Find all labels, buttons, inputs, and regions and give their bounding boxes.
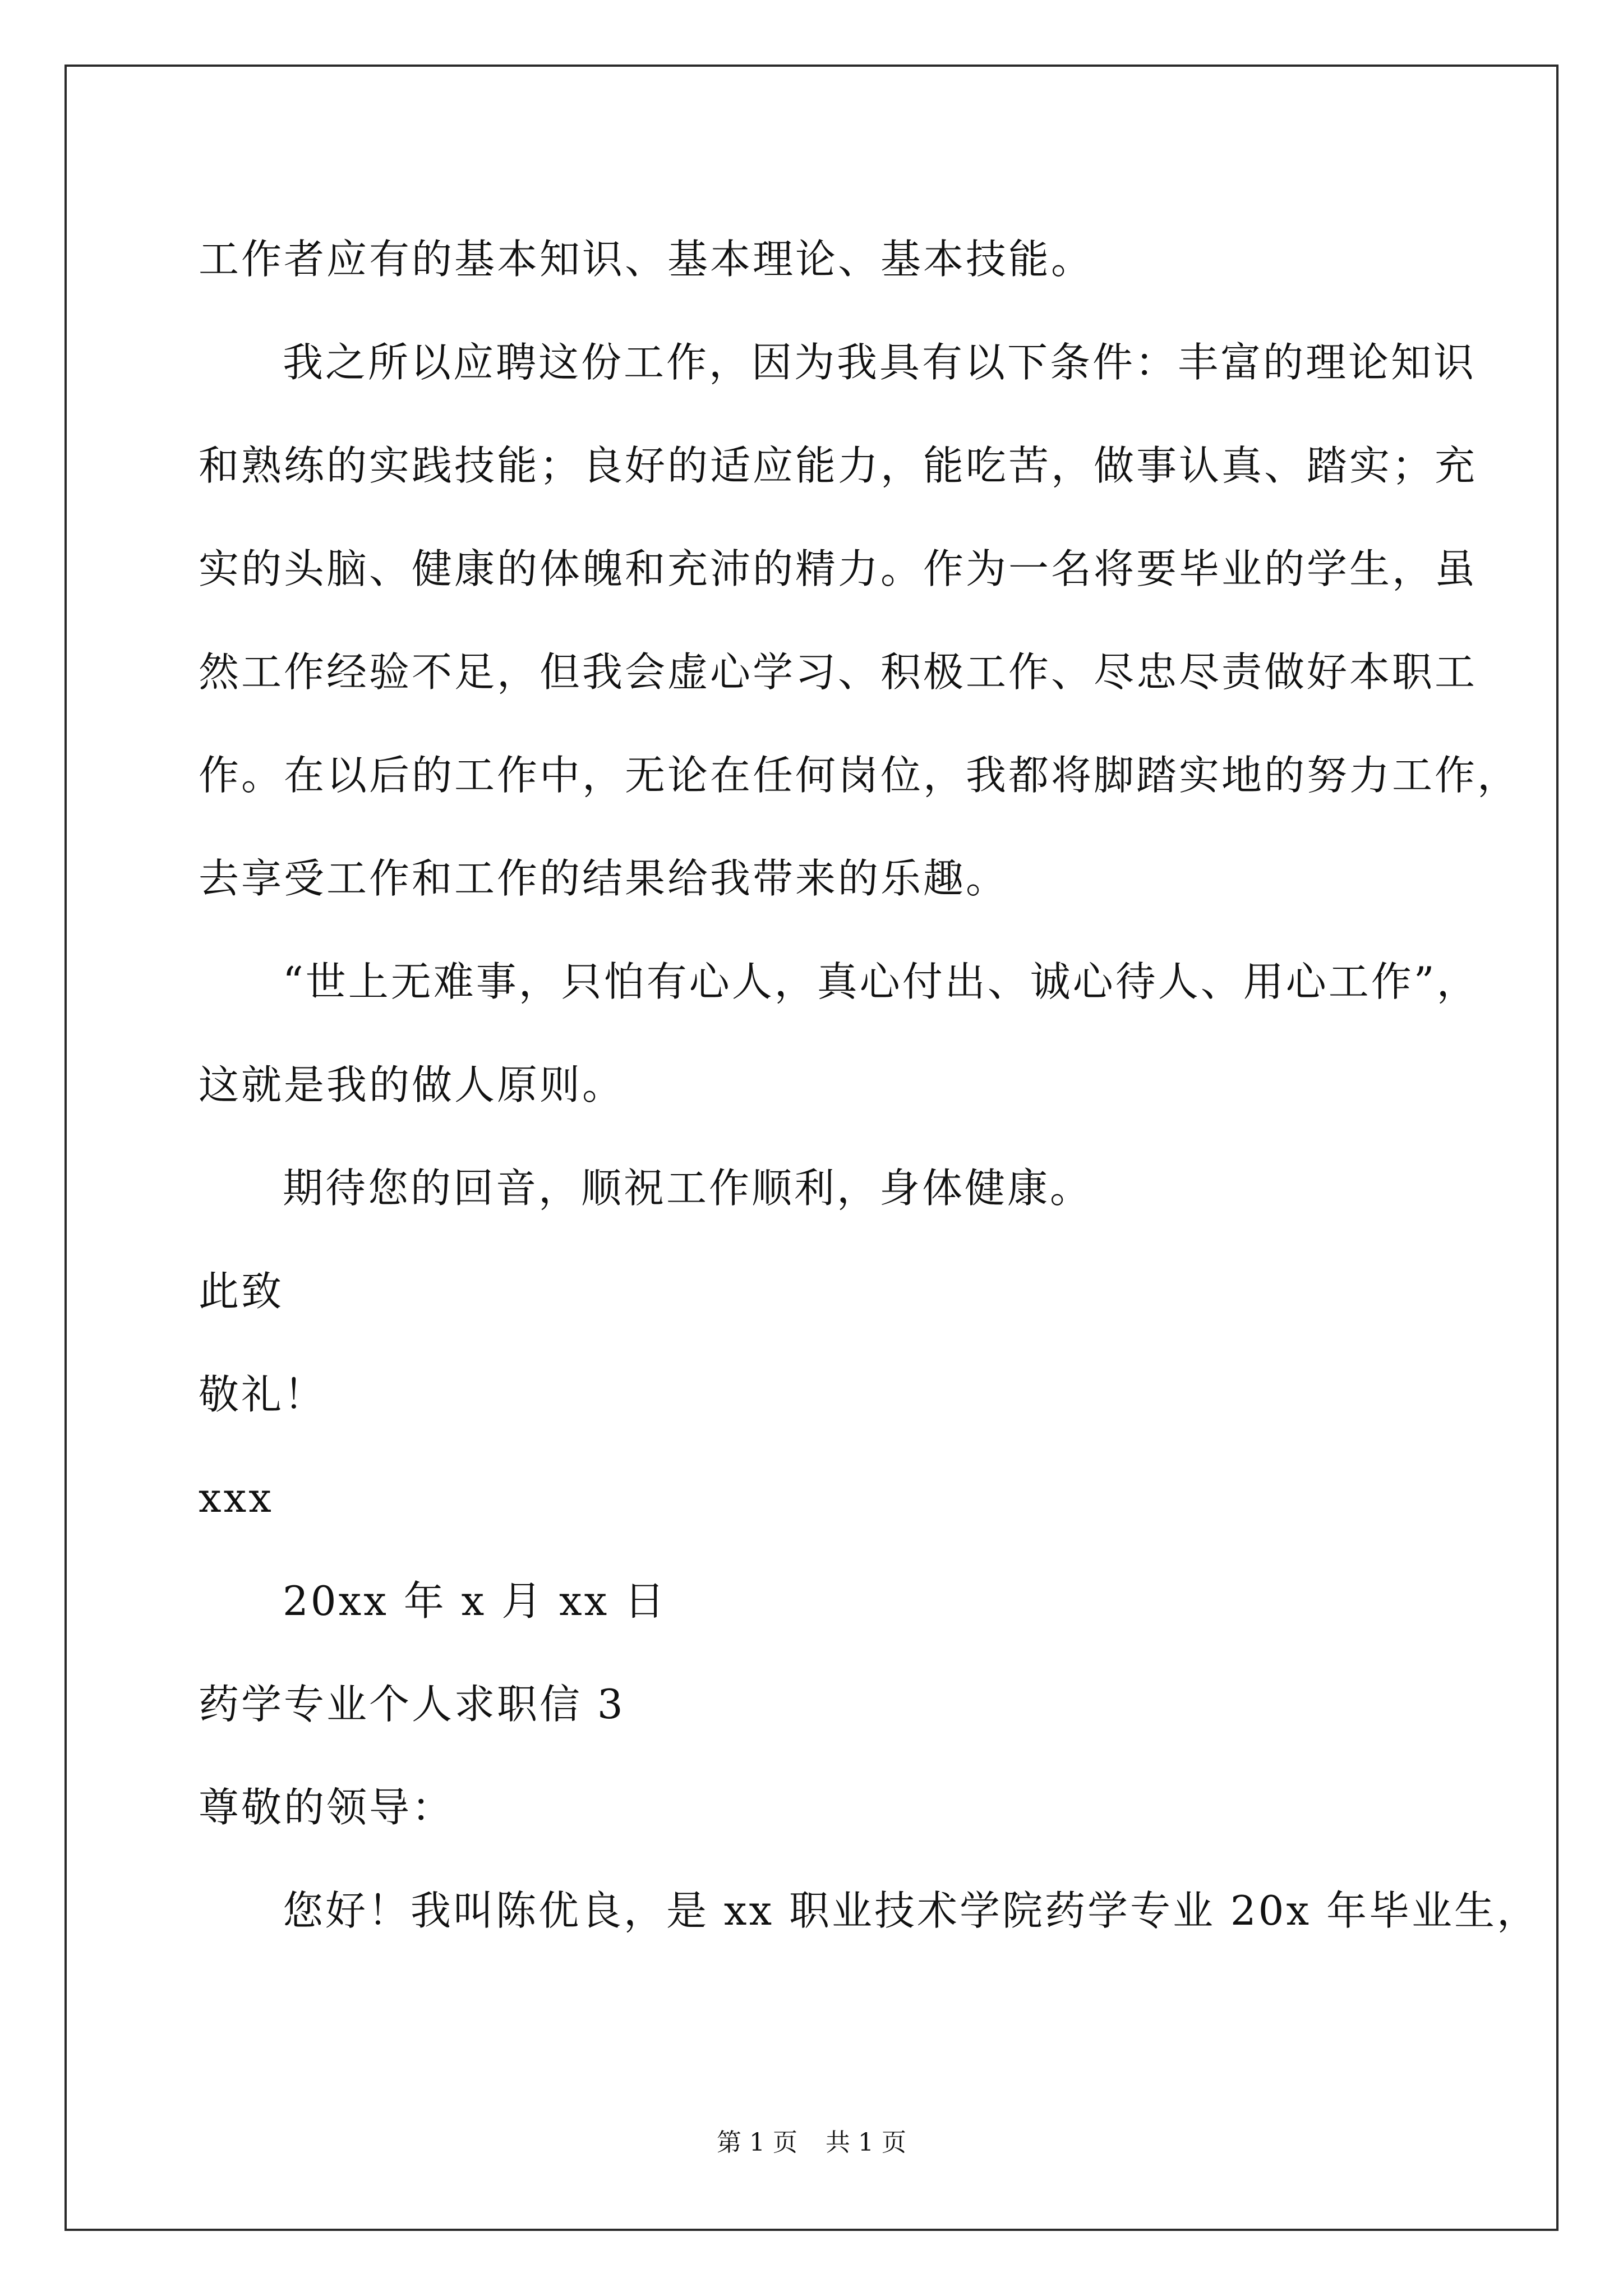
text-line: 我之所以应聘这份工作，因为我具有以下条件：丰富的理论知识 <box>283 339 1477 386</box>
text-line: 期待您的回音，顺祝工作顺利，身体健康。 <box>283 1165 1093 1212</box>
closing-salutation: 此致 <box>199 1268 284 1315</box>
closing-regards: 敬礼！ <box>199 1371 327 1418</box>
section-heading: 药学专业个人求职信 3 <box>199 1681 625 1728</box>
text-line: 实的头脑、健康的体魄和充沛的精力。作为一名将要毕业的学生，虽 <box>199 545 1478 592</box>
text-line: 您好！我叫陈优良，是 xx 职业技术学院药学专业 20x 年毕业生， <box>283 1887 1539 1934</box>
greeting: 尊敬的领导： <box>199 1784 455 1831</box>
page-total: 共 1 页 <box>826 2128 906 2157</box>
text-line: 和熟练的实践技能；良好的适应能力，能吃苦，做事认真、踏实；充 <box>199 442 1478 489</box>
signature-name: xxx <box>199 1474 274 1521</box>
text-line: 这就是我的做人原则。 <box>199 1061 625 1108</box>
text-line: 去享受工作和工作的结果给我带来的乐趣。 <box>199 855 1009 902</box>
text-line: 工作者应有的基本知识、基本理论、基本技能。 <box>199 236 1094 283</box>
text-line: “世上无难事，只怕有心人，真心付出、诚心待人、用心工作”， <box>283 958 1479 1005</box>
page-footer <box>0 2126 1623 2160</box>
text-line: 作。在以后的工作中，无论在任何岗位，我都将脚踏实地的努力工作， <box>199 752 1520 799</box>
text-line: 然工作经验不足，但我会虚心学习、积极工作、尽忠尽责做好本职工 <box>199 648 1478 696</box>
signature-date: 20xx 年 x 月 xx 日 <box>283 1577 667 1625</box>
letter-body <box>199 208 1539 1962</box>
page-number: 第 1 页 <box>717 2128 797 2157</box>
